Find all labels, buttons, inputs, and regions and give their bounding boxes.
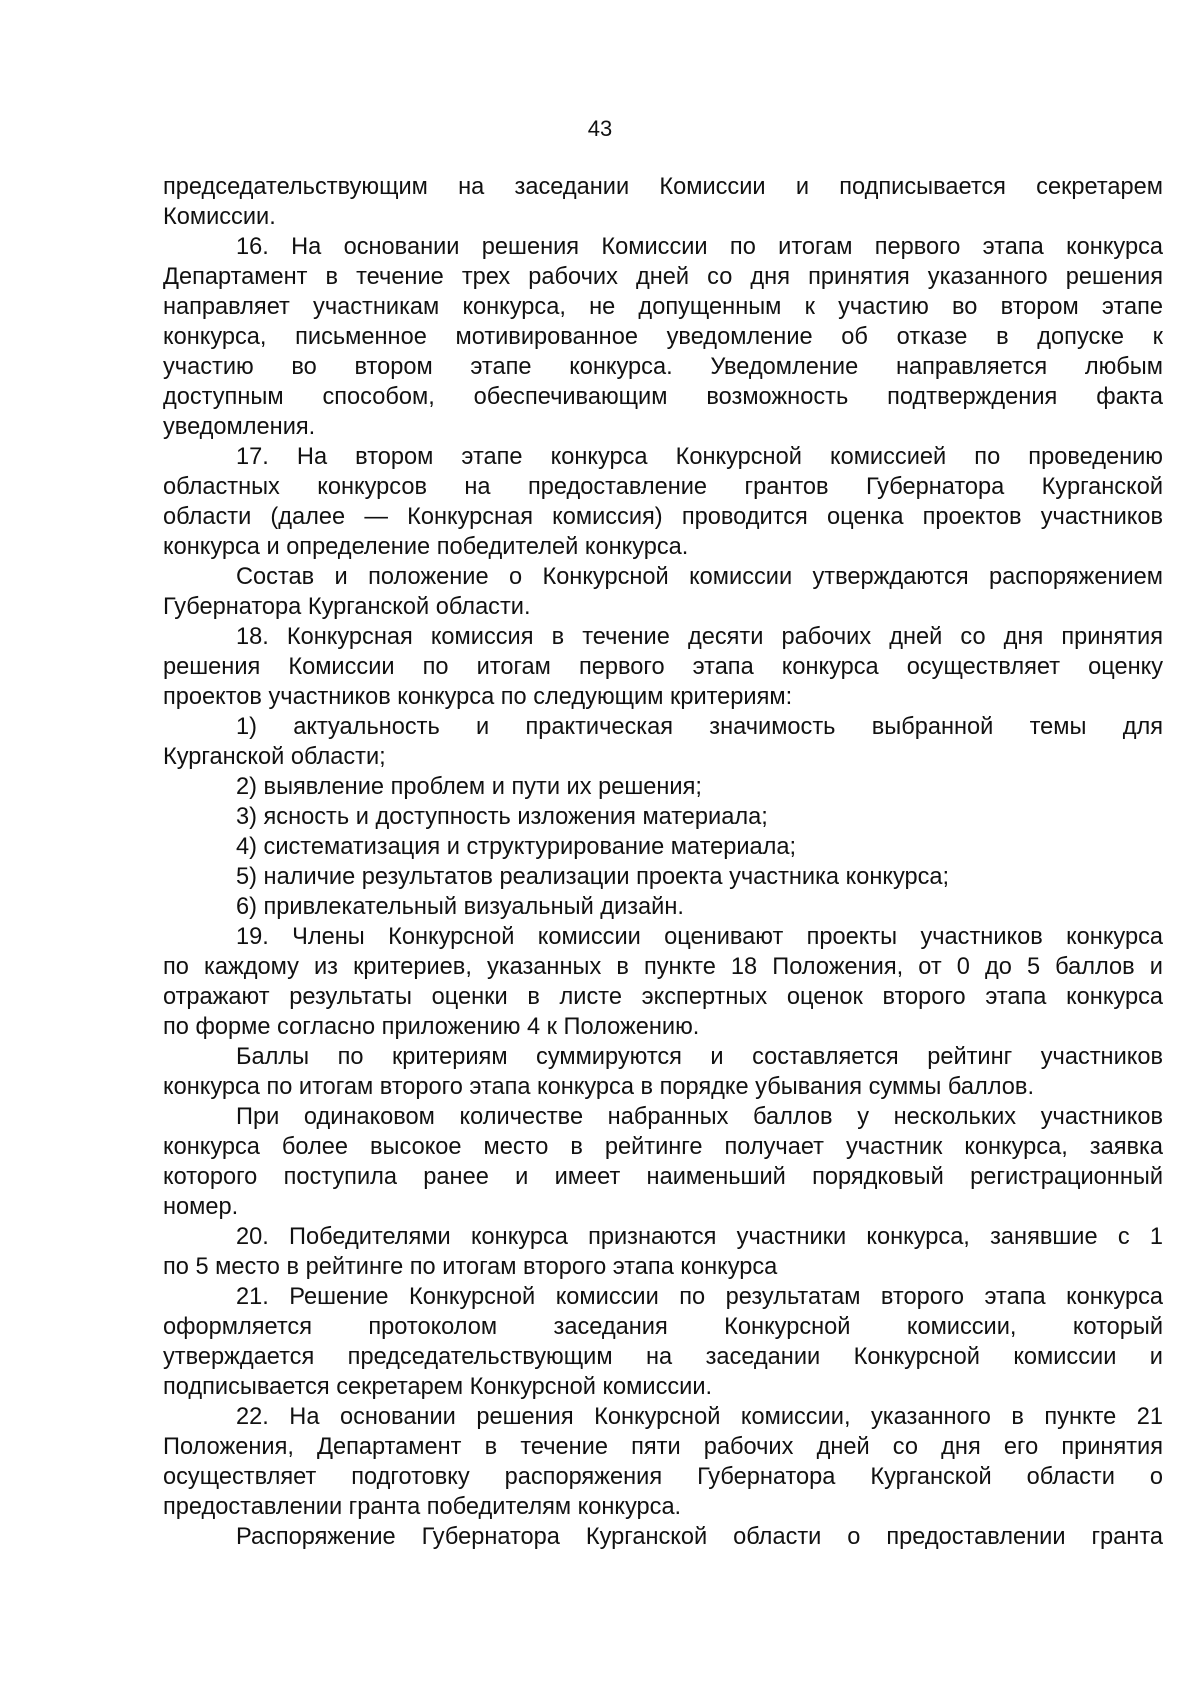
text-line: 1) актуальность и практическая значимость выбранной темы для bbox=[236, 714, 1163, 740]
text-line: проектов участников конкурса по следующим критериям: bbox=[163, 684, 793, 710]
page-number: 43 bbox=[587, 116, 613, 141]
text-line: 3) ясность и доступность изложения материала; bbox=[236, 804, 768, 830]
text-line: решения Комиссии по итогам первого этапа конкурса осуществляет оценку bbox=[163, 654, 1163, 680]
text-line: по каждому из критериев, указанных в пункте 18 Положения, от 0 до 5 баллов и bbox=[163, 954, 1163, 980]
text-line: оформляется протоколом заседания Конкурсной комиссии, который bbox=[163, 1314, 1163, 1340]
text-line: уведомления. bbox=[163, 414, 316, 440]
text-line: 5) наличие результатов реализации проекта участника конкурса; bbox=[236, 864, 950, 890]
text-line: 21. Решение Конкурсной комиссии по результатам второго этапа конкурса bbox=[236, 1284, 1163, 1310]
text-line: конкурса более высокое место в рейтинге получает участник конкурса, заявка bbox=[163, 1134, 1163, 1160]
text-line: конкурса и определение победителей конкурса. bbox=[163, 534, 689, 560]
text-line: областных конкурсов на предоставление грантов Губернатора Курганской bbox=[163, 474, 1163, 500]
text-line: Баллы по критериям суммируются и составляется рейтинг участников bbox=[236, 1044, 1163, 1070]
text-line: осуществляет подготовку распоряжения Губернатора Курганской области о bbox=[163, 1464, 1163, 1490]
text-line: номер. bbox=[163, 1194, 239, 1220]
text-line: председательствующим на заседании Комиссии и подписывается секретарем bbox=[163, 174, 1163, 200]
text-line: Положения, Департамент в течение пяти рабочих дней со дня его принятия bbox=[163, 1434, 1163, 1460]
text-line: утверждается председательствующим на заседании Конкурсной комиссии и bbox=[163, 1344, 1163, 1370]
text-line: При одинаковом количестве набранных баллов у нескольких участников bbox=[236, 1104, 1163, 1130]
text-line: конкурса по итогам второго этапа конкурса в порядке убывания суммы баллов. bbox=[163, 1074, 1035, 1100]
text-line: 19. Члены Конкурсной комиссии оценивают проекты участников конкурса bbox=[236, 924, 1163, 950]
text-line: 20. Победителями конкурса признаются участники конкурса, занявшие с 1 bbox=[236, 1224, 1163, 1250]
text-line: Распоряжение Губернатора Курганской области о предоставлении гранта bbox=[236, 1524, 1163, 1550]
text-line: 2) выявление проблем и пути их решения; bbox=[236, 774, 702, 800]
text-line: 22. На основании решения Конкурсной комиссии, указанного в пункте 21 bbox=[236, 1404, 1163, 1430]
text-line: доступным способом, обеспечивающим возможность подтверждения факта bbox=[163, 384, 1163, 410]
text-line: которого поступила ранее и имеет наименьший порядковый регистрационный bbox=[163, 1164, 1163, 1190]
text-line: 18. Конкурсная комиссия в течение десяти рабочих дней со дня принятия bbox=[236, 624, 1163, 650]
text-line: по 5 место в рейтинге по итогам второго этапа конкурса bbox=[163, 1254, 778, 1280]
text-line: 6) привлекательный визуальный дизайн. bbox=[236, 894, 684, 920]
text-line: 16. На основании решения Комиссии по итогам первого этапа конкурса bbox=[236, 234, 1163, 260]
text-line: Комиссии. bbox=[163, 204, 276, 230]
text-line: Курганской области; bbox=[163, 744, 386, 770]
text-line: Губернатора Курганской области. bbox=[163, 594, 531, 620]
text-line: конкурса, письменное мотивированное уведомление об отказе в допуске к bbox=[163, 324, 1163, 350]
text-line: Департамент в течение трех рабочих дней со дня принятия указанного решения bbox=[163, 264, 1163, 290]
document-body bbox=[163, 172, 1163, 1552]
text-line: области (далее — Конкурсная комиссия) проводится оценка проектов участников bbox=[163, 504, 1163, 530]
text-line: Состав и положение о Конкурсной комиссии утверждаются распоряжением bbox=[236, 564, 1163, 590]
text-line: направляет участникам конкурса, не допущенным к участию во втором этапе bbox=[163, 294, 1163, 320]
text-line: предоставлении гранта победителям конкурса. bbox=[163, 1494, 682, 1520]
text-line: подписывается секретарем Конкурсной комиссии. bbox=[163, 1374, 713, 1400]
text-line: участию во втором этапе конкурса. Уведомление направляется любым bbox=[163, 354, 1163, 380]
text-line: отражают результаты оценки в листе экспертных оценок второго этапа конкурса bbox=[163, 984, 1163, 1010]
text-line: 4) систематизация и структурирование материала; bbox=[236, 834, 797, 860]
text-line: 17. На втором этапе конкурса Конкурсной комиссией по проведению bbox=[236, 444, 1163, 470]
text-line: по форме согласно приложению 4 к Положению. bbox=[163, 1014, 700, 1040]
